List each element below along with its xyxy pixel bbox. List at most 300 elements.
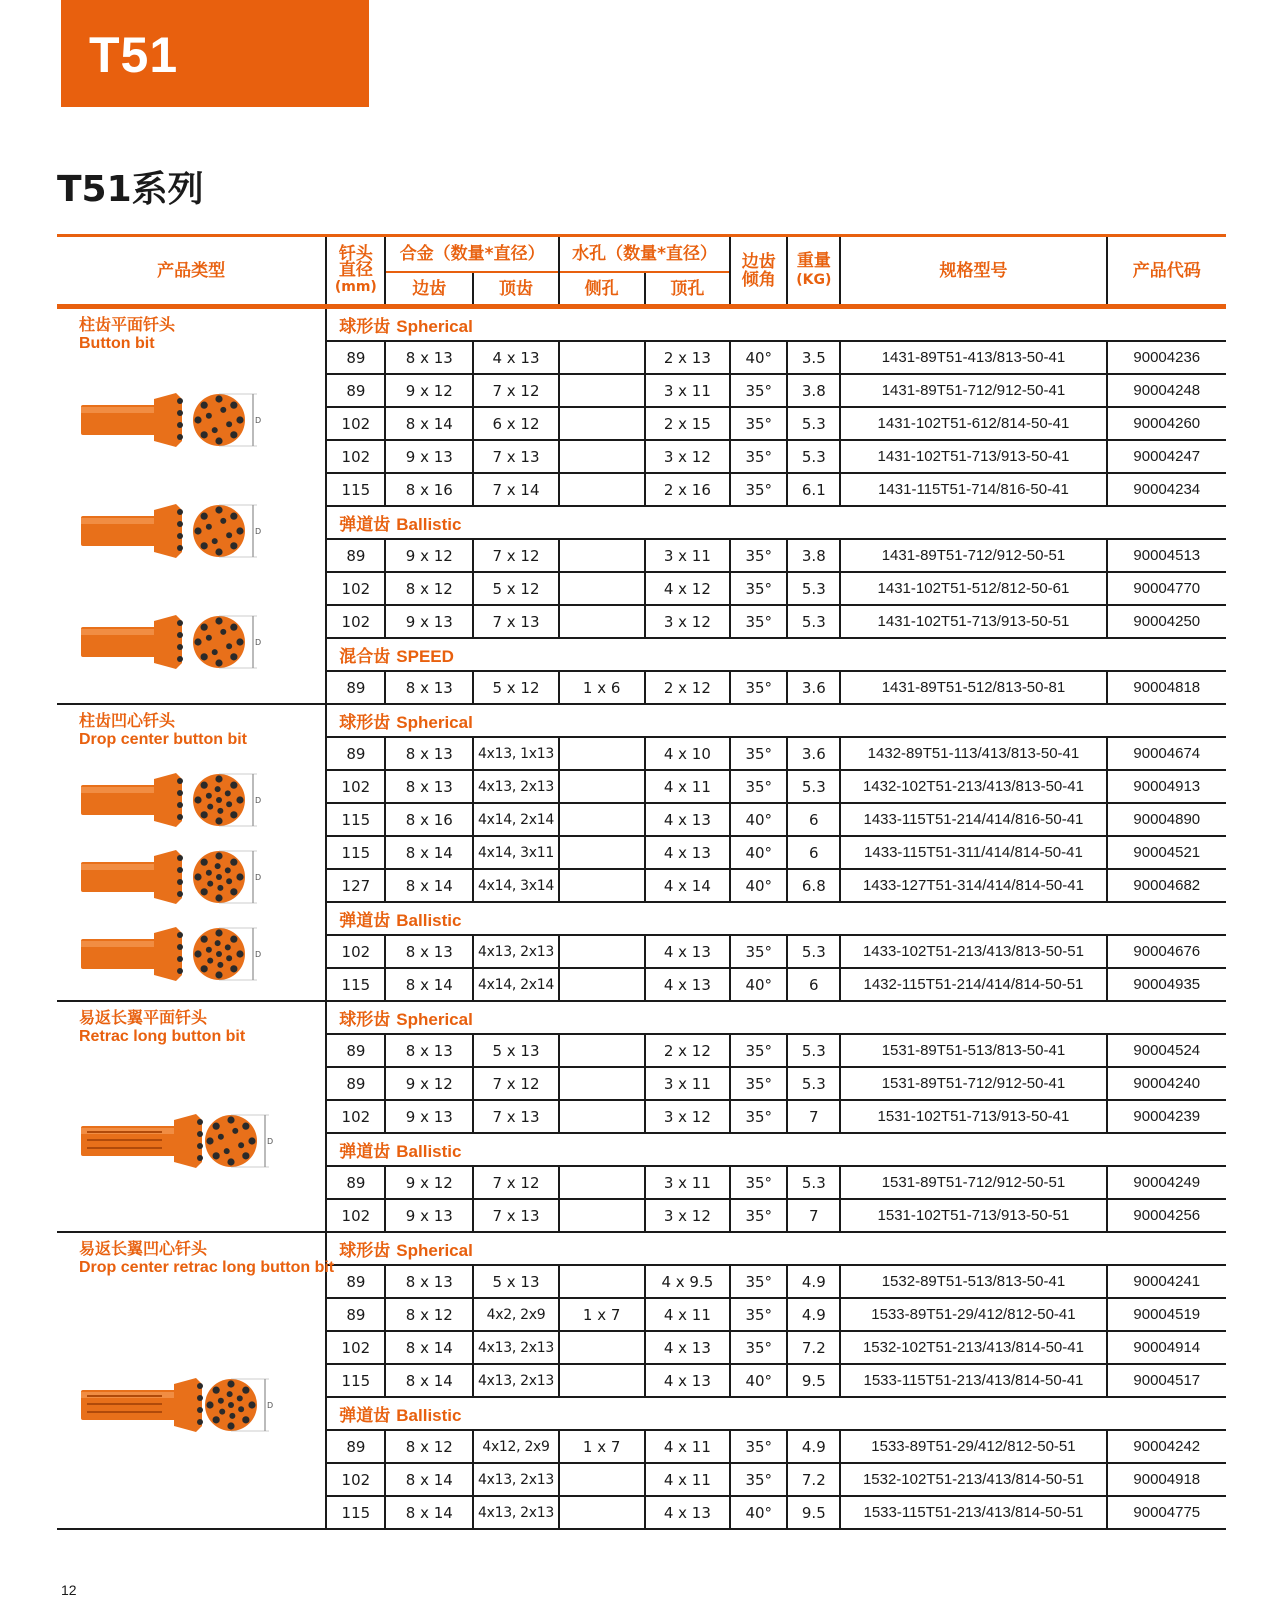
alloy-gauge-cell: 8 x 14 <box>385 1463 473 1496</box>
weight-cell: 3.6 <box>787 737 840 770</box>
alloy-face-cell: 7 x 14 <box>473 473 559 506</box>
drill-bit-illustration <box>79 836 279 916</box>
diameter-marker-label: D <box>255 638 262 648</box>
weight-cell: 5.3 <box>787 407 840 440</box>
weight-cell: 5.3 <box>787 572 840 605</box>
diameter-cell: 102 <box>326 1331 385 1364</box>
spec-table-container <box>57 234 1226 1530</box>
diameter-marker-label: D <box>267 1401 274 1410</box>
gauge-angle-cell: 35° <box>730 1034 787 1067</box>
weight-cell: 4.9 <box>787 1265 840 1298</box>
water-side-cell <box>559 605 645 638</box>
drill-bit-illustration <box>79 913 279 993</box>
spec-cell: 1531-102T51-713/913-50-51 <box>840 1199 1106 1232</box>
alloy-face-cell: 7 x 12 <box>473 1067 559 1100</box>
water-face-cell: 3 x 11 <box>645 374 731 407</box>
alloy-face-cell: 4x13, 2x13 <box>473 770 559 803</box>
weight-cell: 5.3 <box>787 935 840 968</box>
header-water-face: 顶孔 <box>645 272 731 307</box>
water-side-cell <box>559 440 645 473</box>
spec-cell: 1431-89T51-712/912-50-51 <box>840 539 1106 572</box>
spec-cell: 1533-89T51-29/412/812-50-41 <box>840 1298 1106 1331</box>
diameter-cell: 102 <box>326 572 385 605</box>
header-alloy: 合金（数量*直径） <box>385 236 558 273</box>
water-side-cell <box>559 836 645 869</box>
subgroup-name-zh: 弹道齿 <box>339 1406 391 1426</box>
alloy-gauge-cell: 8 x 14 <box>385 407 473 440</box>
code-cell: 90004236 <box>1107 341 1226 374</box>
water-side-cell <box>559 407 645 440</box>
code-cell: 90004260 <box>1107 407 1226 440</box>
subgroup-row <box>57 1001 1226 1034</box>
gauge-angle-cell: 35° <box>730 1463 787 1496</box>
water-face-cell: 3 x 12 <box>645 440 731 473</box>
category-name-zh: 易返长翼凹心钎头 <box>79 1239 208 1258</box>
spec-cell: 1431-115T51-714/816-50-41 <box>840 473 1106 506</box>
gauge-angle-cell: 40° <box>730 803 787 836</box>
subgroup-name-zh: 球形齿 <box>339 1010 391 1030</box>
category-section <box>57 704 1226 1001</box>
gauge-angle-cell: 35° <box>730 1199 787 1232</box>
weight-cell: 5.3 <box>787 1034 840 1067</box>
header-gauge-angle <box>730 236 787 307</box>
subgroup-label <box>326 1001 1226 1034</box>
diameter-cell: 89 <box>326 1430 385 1463</box>
alloy-gauge-cell: 9 x 13 <box>385 440 473 473</box>
alloy-face-cell: 5 x 13 <box>473 1034 559 1067</box>
alloy-gauge-cell: 9 x 13 <box>385 1199 473 1232</box>
code-cell: 90004249 <box>1107 1166 1226 1199</box>
code-cell: 90004935 <box>1107 968 1226 1001</box>
gauge-angle-cell: 35° <box>730 1067 787 1100</box>
code-cell: 90004770 <box>1107 572 1226 605</box>
weight-cell: 7.2 <box>787 1463 840 1496</box>
weight-cell: 7 <box>787 1199 840 1232</box>
water-side-cell <box>559 869 645 902</box>
diameter-cell: 102 <box>326 1463 385 1496</box>
subgroup-name-zh: 球形齿 <box>339 713 391 733</box>
weight-cell: 5.3 <box>787 770 840 803</box>
drill-bit-illustration <box>79 759 279 839</box>
diameter-cell: 89 <box>326 374 385 407</box>
alloy-face-cell: 4x13, 1x13 <box>473 737 559 770</box>
code-cell: 90004234 <box>1107 473 1226 506</box>
spec-cell: 1431-102T51-612/814-50-41 <box>840 407 1106 440</box>
subgroup-label <box>326 506 1226 539</box>
water-side-cell <box>559 539 645 572</box>
spec-cell: 1433-102T51-213/413/813-50-51 <box>840 935 1106 968</box>
subgroup-name-zh: 弹道齿 <box>339 911 391 931</box>
gauge-angle-cell: 35° <box>730 572 787 605</box>
alloy-gauge-cell: 8 x 14 <box>385 869 473 902</box>
water-side-cell <box>559 341 645 374</box>
header-diameter-unit: (mm) <box>334 279 377 295</box>
alloy-gauge-cell: 8 x 12 <box>385 572 473 605</box>
water-side-cell <box>559 770 645 803</box>
diameter-cell: 102 <box>326 1199 385 1232</box>
alloy-face-cell: 7 x 12 <box>473 1166 559 1199</box>
diameter-cell: 89 <box>326 1067 385 1100</box>
spec-cell: 1433-115T51-311/414/814-50-41 <box>840 836 1106 869</box>
alloy-face-cell: 7 x 13 <box>473 1100 559 1133</box>
water-face-cell: 4 x 13 <box>645 1496 731 1529</box>
subgroup-label <box>326 704 1226 737</box>
water-face-cell: 2 x 15 <box>645 407 731 440</box>
subgroup-name-en: Ballistic <box>396 1406 462 1425</box>
gauge-angle-cell: 40° <box>730 968 787 1001</box>
alloy-gauge-cell: 9 x 13 <box>385 605 473 638</box>
gauge-angle-cell: 35° <box>730 440 787 473</box>
gauge-angle-cell: 35° <box>730 407 787 440</box>
gauge-angle-cell: 35° <box>730 1265 787 1298</box>
header-weight-unit: (KG) <box>796 272 832 288</box>
gauge-angle-cell: 35° <box>730 374 787 407</box>
alloy-gauge-cell: 9 x 12 <box>385 1067 473 1100</box>
alloy-gauge-cell: 8 x 14 <box>385 968 473 1001</box>
weight-cell: 5.3 <box>787 440 840 473</box>
diameter-cell: 89 <box>326 737 385 770</box>
code-cell: 90004918 <box>1107 1463 1226 1496</box>
spec-cell: 1431-89T51-712/912-50-41 <box>840 374 1106 407</box>
code-cell: 90004775 <box>1107 1496 1226 1529</box>
alloy-gauge-cell: 8 x 13 <box>385 1265 473 1298</box>
diameter-cell: 89 <box>326 671 385 704</box>
weight-cell: 5.3 <box>787 1166 840 1199</box>
weight-cell: 7 <box>787 1100 840 1133</box>
alloy-gauge-cell: 8 x 13 <box>385 770 473 803</box>
header-product-type: 产品类型 <box>57 236 326 307</box>
subgroup-name-zh: 球形齿 <box>339 317 391 337</box>
drill-bit-illustration <box>79 1364 279 1444</box>
spec-cell: 1432-115T51-214/414/814-50-51 <box>840 968 1106 1001</box>
weight-cell: 3.8 <box>787 539 840 572</box>
subgroup-name-en: Spherical <box>396 1010 473 1029</box>
header-gauge-angle-text: 边齿倾角 <box>741 251 776 290</box>
spec-cell: 1532-89T51-513/813-50-41 <box>840 1265 1106 1298</box>
water-side-cell <box>559 1331 645 1364</box>
spec-cell: 1533-89T51-29/412/812-50-51 <box>840 1430 1106 1463</box>
code-cell: 90004674 <box>1107 737 1226 770</box>
category-name-zh: 易返长翼平面钎头 <box>79 1008 208 1027</box>
header-code: 产品代码 <box>1107 236 1226 307</box>
water-face-cell: 4 x 9.5 <box>645 1265 731 1298</box>
gauge-angle-cell: 35° <box>730 770 787 803</box>
page-number: 12 <box>61 1582 77 1598</box>
weight-cell: 9.5 <box>787 1364 840 1397</box>
alloy-gauge-cell: 8 x 12 <box>385 1298 473 1331</box>
category-name-en: Button bit <box>79 335 155 352</box>
category-cell <box>57 307 326 705</box>
diameter-cell: 115 <box>326 968 385 1001</box>
gauge-angle-cell: 35° <box>730 1430 787 1463</box>
diameter-cell: 127 <box>326 869 385 902</box>
code-cell: 90004247 <box>1107 440 1226 473</box>
water-side-cell <box>559 1100 645 1133</box>
alloy-gauge-cell: 8 x 14 <box>385 836 473 869</box>
category-name-zh: 柱齿平面钎头 <box>79 315 176 334</box>
spec-cell: 1432-102T51-213/413/813-50-41 <box>840 770 1106 803</box>
water-face-cell: 4 x 11 <box>645 1430 731 1463</box>
alloy-gauge-cell: 9 x 12 <box>385 539 473 572</box>
weight-cell: 5.3 <box>787 1067 840 1100</box>
alloy-gauge-cell: 8 x 13 <box>385 935 473 968</box>
weight-cell: 7.2 <box>787 1331 840 1364</box>
alloy-face-cell: 4x14, 3x14 <box>473 869 559 902</box>
diameter-cell: 102 <box>326 407 385 440</box>
alloy-face-cell: 7 x 12 <box>473 374 559 407</box>
water-face-cell: 4 x 10 <box>645 737 731 770</box>
alloy-face-cell: 7 x 13 <box>473 605 559 638</box>
water-side-cell <box>559 1034 645 1067</box>
category-cell <box>57 1232 335 1529</box>
water-side-cell <box>559 1265 645 1298</box>
spec-cell: 1531-102T51-713/913-50-41 <box>840 1100 1106 1133</box>
weight-cell: 6.1 <box>787 473 840 506</box>
water-face-cell: 3 x 12 <box>645 605 731 638</box>
drill-bit-illustration <box>79 490 279 570</box>
gauge-angle-cell: 35° <box>730 1298 787 1331</box>
alloy-face-cell: 5 x 12 <box>473 671 559 704</box>
water-side-cell <box>559 1496 645 1529</box>
diameter-cell: 102 <box>326 935 385 968</box>
header-spec: 规格型号 <box>840 236 1106 307</box>
diameter-marker-label: D <box>255 873 262 882</box>
subgroup-name-zh: 混合齿 <box>339 647 391 667</box>
spec-cell: 1431-89T51-413/813-50-41 <box>840 341 1106 374</box>
page-header-tab <box>61 0 369 107</box>
code-cell: 90004513 <box>1107 539 1226 572</box>
weight-cell: 3.8 <box>787 374 840 407</box>
water-face-cell: 2 x 13 <box>645 341 731 374</box>
subgroup-name-en: Ballistic <box>396 911 462 930</box>
water-side-cell <box>559 1199 645 1232</box>
water-side-cell <box>559 803 645 836</box>
subgroup-name-zh: 球形齿 <box>339 1241 391 1261</box>
code-cell: 90004250 <box>1107 605 1226 638</box>
alloy-face-cell: 4 x 13 <box>473 341 559 374</box>
spec-cell: 1533-115T51-213/413/814-50-51 <box>840 1496 1106 1529</box>
water-side-cell: 1 x 6 <box>559 671 645 704</box>
weight-cell: 6 <box>787 836 840 869</box>
water-side-cell <box>559 473 645 506</box>
subgroup-row <box>57 704 1226 737</box>
header-diameter <box>326 236 385 307</box>
water-face-cell: 3 x 11 <box>645 539 731 572</box>
spec-cell: 1431-102T51-713/913-50-41 <box>840 440 1106 473</box>
diameter-cell: 89 <box>326 1265 385 1298</box>
diameter-cell: 115 <box>326 1496 385 1529</box>
water-side-cell <box>559 1463 645 1496</box>
code-cell: 90004890 <box>1107 803 1226 836</box>
header-water-side: 侧孔 <box>559 272 645 307</box>
category-section <box>57 1001 1226 1232</box>
category-cell <box>57 704 326 1001</box>
category-name-en: Drop center button bit <box>79 731 247 748</box>
diameter-cell: 89 <box>326 539 385 572</box>
alloy-face-cell: 7 x 12 <box>473 539 559 572</box>
code-cell: 90004248 <box>1107 374 1226 407</box>
header-alloy-gauge: 边齿 <box>385 272 473 307</box>
spec-cell: 1431-89T51-512/813-50-81 <box>840 671 1106 704</box>
water-face-cell: 4 x 13 <box>645 935 731 968</box>
diameter-marker-label: D <box>267 1137 274 1146</box>
alloy-gauge-cell: 8 x 13 <box>385 671 473 704</box>
diameter-cell: 102 <box>326 770 385 803</box>
spec-cell: 1433-127T51-314/414/814-50-41 <box>840 869 1106 902</box>
subgroup-row <box>57 1232 1226 1265</box>
weight-cell: 3.6 <box>787 671 840 704</box>
diameter-cell: 115 <box>326 803 385 836</box>
subgroup-label <box>326 902 1226 935</box>
drill-bit-illustration <box>79 601 279 681</box>
alloy-gauge-cell: 8 x 13 <box>385 737 473 770</box>
subgroup-name-en: Ballistic <box>396 515 462 534</box>
subgroup-name-en: Spherical <box>396 713 473 732</box>
spec-cell: 1532-102T51-213/413/814-50-41 <box>840 1331 1106 1364</box>
spec-cell: 1433-115T51-214/414/816-50-41 <box>840 803 1106 836</box>
water-side-cell <box>559 968 645 1001</box>
water-face-cell: 3 x 12 <box>645 1100 731 1133</box>
weight-cell: 4.9 <box>787 1298 840 1331</box>
code-cell: 90004524 <box>1107 1034 1226 1067</box>
water-side-cell <box>559 737 645 770</box>
subgroup-name-zh: 弹道齿 <box>339 1142 391 1162</box>
header-alloy-face: 顶齿 <box>473 272 559 307</box>
weight-cell: 9.5 <box>787 1496 840 1529</box>
water-face-cell: 4 x 11 <box>645 1463 731 1496</box>
diameter-cell: 89 <box>326 341 385 374</box>
gauge-angle-cell: 35° <box>730 473 787 506</box>
water-face-cell: 3 x 11 <box>645 1166 731 1199</box>
weight-cell: 6.8 <box>787 869 840 902</box>
alloy-face-cell: 4x14, 3x11 <box>473 836 559 869</box>
alloy-face-cell: 4x13, 2x13 <box>473 935 559 968</box>
alloy-face-cell: 4x13, 2x13 <box>473 1463 559 1496</box>
alloy-gauge-cell: 8 x 14 <box>385 1496 473 1529</box>
gauge-angle-cell: 40° <box>730 341 787 374</box>
weight-cell: 6 <box>787 803 840 836</box>
water-side-cell: 1 x 7 <box>559 1298 645 1331</box>
water-face-cell: 2 x 16 <box>645 473 731 506</box>
gauge-angle-cell: 35° <box>730 671 787 704</box>
gauge-angle-cell: 40° <box>730 869 787 902</box>
water-face-cell: 4 x 12 <box>645 572 731 605</box>
water-face-cell: 4 x 13 <box>645 836 731 869</box>
subgroup-label <box>326 1232 1226 1265</box>
spec-cell: 1432-89T51-113/413/813-50-41 <box>840 737 1106 770</box>
water-face-cell: 4 x 14 <box>645 869 731 902</box>
diameter-marker-label: D <box>255 416 262 426</box>
alloy-face-cell: 4x13, 2x13 <box>473 1364 559 1397</box>
diameter-marker-label: D <box>255 795 262 805</box>
gauge-angle-cell: 35° <box>730 1166 787 1199</box>
category-section <box>57 1232 1226 1529</box>
category-name-en: Retrac long button bit <box>79 1028 246 1045</box>
page-header-title: T51 <box>89 27 179 83</box>
water-face-cell: 3 x 12 <box>645 1199 731 1232</box>
code-cell: 90004521 <box>1107 836 1226 869</box>
subgroup-name-zh: 弹道齿 <box>339 515 391 535</box>
alloy-gauge-cell: 8 x 12 <box>385 1430 473 1463</box>
alloy-gauge-cell: 9 x 12 <box>385 1166 473 1199</box>
code-cell: 90004517 <box>1107 1364 1226 1397</box>
code-cell: 90004682 <box>1107 869 1226 902</box>
subgroup-label <box>326 638 1226 671</box>
water-side-cell <box>559 572 645 605</box>
alloy-face-cell: 4x13, 2x13 <box>473 1496 559 1529</box>
gauge-angle-cell: 35° <box>730 935 787 968</box>
water-side-cell <box>559 374 645 407</box>
alloy-gauge-cell: 9 x 12 <box>385 374 473 407</box>
alloy-face-cell: 6 x 12 <box>473 407 559 440</box>
alloy-gauge-cell: 9 x 13 <box>385 1100 473 1133</box>
water-face-cell: 4 x 13 <box>645 1364 731 1397</box>
diameter-cell: 102 <box>326 440 385 473</box>
drill-bit-illustration <box>79 379 279 459</box>
water-side-cell <box>559 1067 645 1100</box>
subgroup-label <box>326 1397 1226 1430</box>
alloy-gauge-cell: 8 x 16 <box>385 473 473 506</box>
alloy-gauge-cell: 8 x 13 <box>385 341 473 374</box>
alloy-face-cell: 4x13, 2x13 <box>473 1331 559 1364</box>
diameter-cell: 115 <box>326 473 385 506</box>
gauge-angle-cell: 40° <box>730 1364 787 1397</box>
diameter-marker-label: D <box>255 527 262 537</box>
gauge-angle-cell: 40° <box>730 836 787 869</box>
subgroup-name-en: SPEED <box>396 647 454 666</box>
water-side-cell <box>559 1166 645 1199</box>
drill-bit-illustration <box>79 1100 279 1180</box>
spec-table <box>57 234 1226 1530</box>
header-diameter-text: 钎头直径 <box>338 244 373 280</box>
gauge-angle-cell: 35° <box>730 1331 787 1364</box>
diameter-cell: 115 <box>326 1364 385 1397</box>
water-face-cell: 4 x 13 <box>645 968 731 1001</box>
code-cell: 90004239 <box>1107 1100 1226 1133</box>
alloy-face-cell: 4x14, 2x14 <box>473 968 559 1001</box>
weight-cell: 3.5 <box>787 341 840 374</box>
water-face-cell: 3 x 11 <box>645 1067 731 1100</box>
header-water-holes: 水孔（数量*直径） <box>559 236 730 273</box>
alloy-face-cell: 7 x 13 <box>473 1199 559 1232</box>
alloy-face-cell: 4x2, 2x9 <box>473 1298 559 1331</box>
code-cell: 90004240 <box>1107 1067 1226 1100</box>
water-side-cell: 1 x 7 <box>559 1430 645 1463</box>
subgroup-name-en: Ballistic <box>396 1142 462 1161</box>
water-side-cell <box>559 1364 645 1397</box>
header-weight-text: 重量 <box>796 251 831 271</box>
water-face-cell: 4 x 11 <box>645 770 731 803</box>
alloy-face-cell: 4x12, 2x9 <box>473 1430 559 1463</box>
water-face-cell: 4 x 13 <box>645 1331 731 1364</box>
spec-cell: 1531-89T51-712/912-50-41 <box>840 1067 1106 1100</box>
code-cell: 90004242 <box>1107 1430 1226 1463</box>
diameter-marker-label: D <box>255 950 262 960</box>
diameter-cell: 115 <box>326 836 385 869</box>
code-cell: 90004913 <box>1107 770 1226 803</box>
diameter-cell: 89 <box>326 1034 385 1067</box>
alloy-gauge-cell: 8 x 16 <box>385 803 473 836</box>
subgroup-name-en: Spherical <box>396 1241 473 1260</box>
spec-cell: 1431-102T51-713/913-50-51 <box>840 605 1106 638</box>
series-title: T51系列 <box>57 169 204 210</box>
category-section <box>57 307 1226 705</box>
category-name-zh: 柱齿凹心钎头 <box>79 711 176 730</box>
spec-cell: 1531-89T51-513/813-50-41 <box>840 1034 1106 1067</box>
spec-cell: 1532-102T51-213/413/814-50-51 <box>840 1463 1106 1496</box>
weight-cell: 5.3 <box>787 605 840 638</box>
water-face-cell: 2 x 12 <box>645 1034 731 1067</box>
